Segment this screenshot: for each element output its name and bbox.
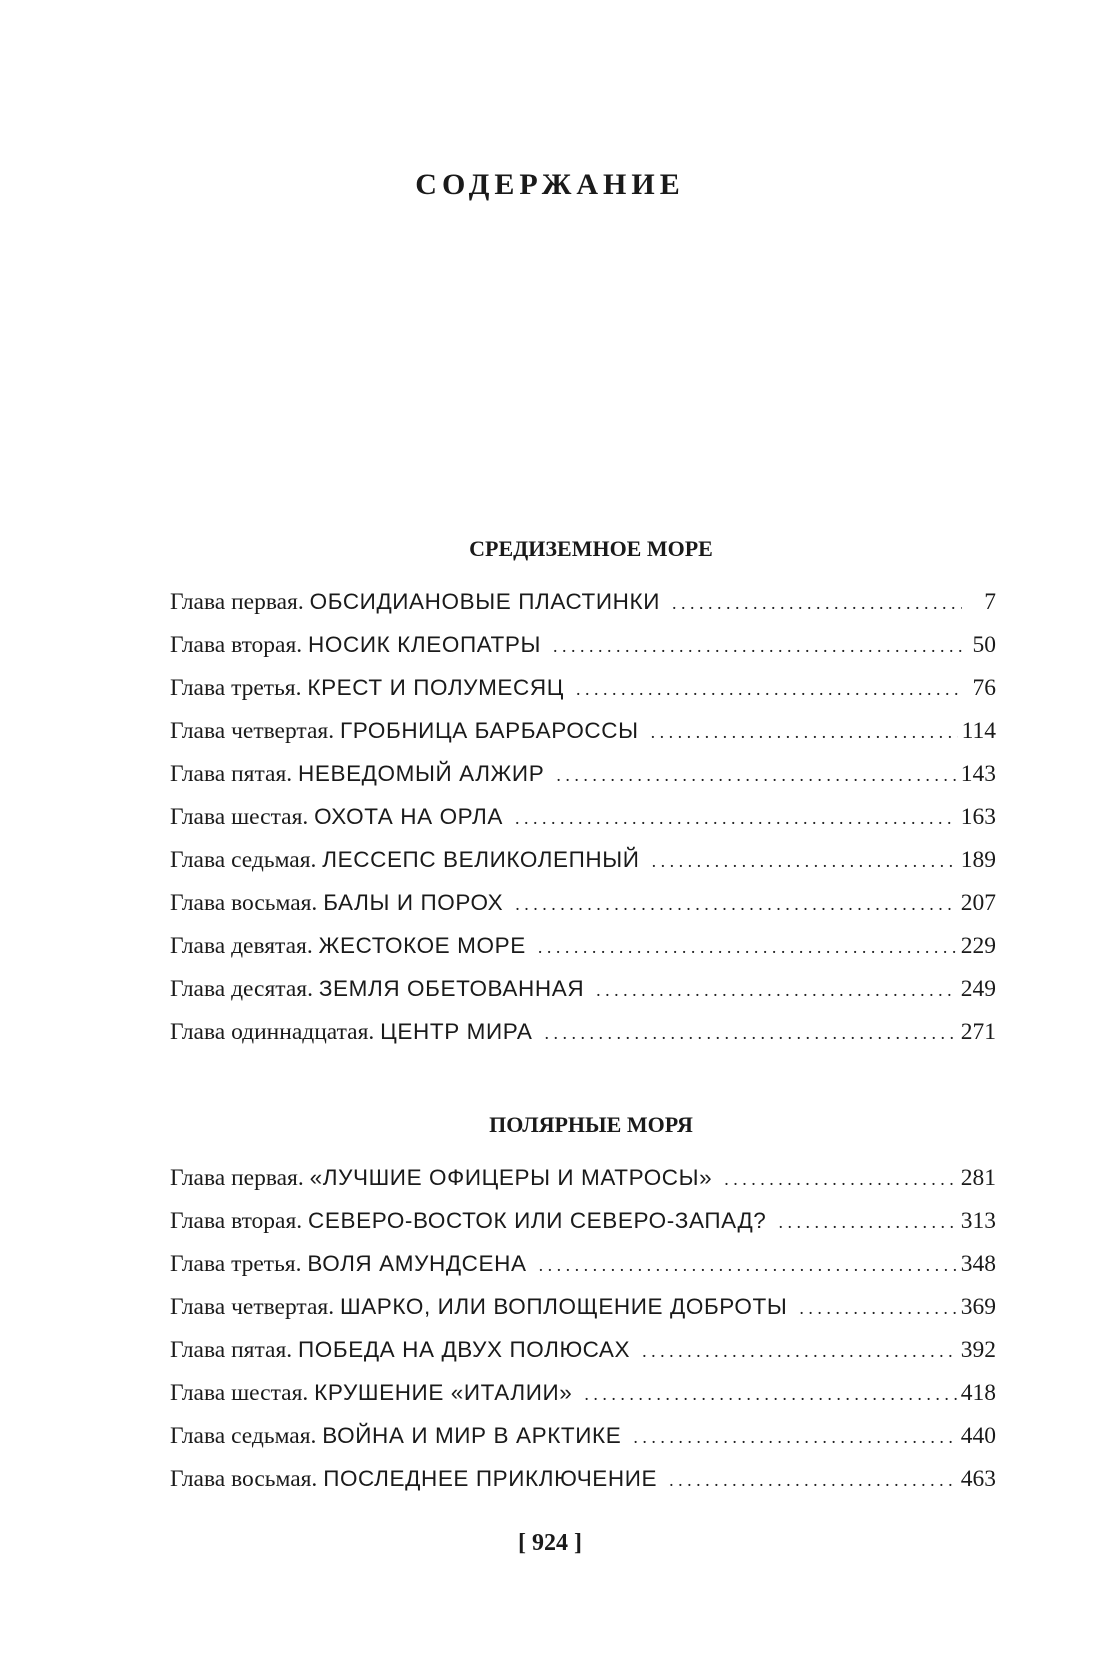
chapter-title: ОХОТА НА ОРЛА	[314, 804, 503, 829]
chapter-page-number: 281	[960, 1165, 996, 1191]
chapter-page-number: 229	[960, 933, 996, 959]
chapter-page-number: 189	[960, 847, 996, 873]
dot-leader	[596, 969, 957, 1010]
section-heading: ПОЛЯРНЫЕ МОРЯ	[489, 1112, 693, 1137]
chapter-page-number: 249	[960, 976, 996, 1002]
chapter-page-number: 76	[972, 675, 996, 701]
dot-leader	[642, 1330, 957, 1371]
toc-entry-label	[170, 1328, 630, 1371]
toc-entry-label	[170, 1371, 572, 1414]
dot-leader	[553, 625, 962, 666]
toc-list	[170, 1156, 996, 1500]
chapter-title: ЖЕСТОКОЕ МОРЕ	[318, 933, 526, 958]
chapter-title: НЕВЕДОМЫЙ АЛЖИР	[298, 761, 545, 786]
dot-leader	[652, 840, 957, 881]
chapter-number: Глава четвертая.	[170, 1294, 335, 1320]
toc-entry	[170, 1414, 996, 1457]
toc-entry	[170, 1199, 996, 1242]
chapter-title: СЕВЕРО-ВОСТОК ИЛИ СЕВЕРО-ЗАПАД?	[308, 1208, 767, 1233]
dot-leader	[556, 754, 956, 795]
section-polar	[170, 1108, 996, 1500]
chapter-number: Глава третья.	[170, 1251, 302, 1277]
chapter-title: ВОЙНА И МИР В АРКТИКЕ	[322, 1423, 622, 1448]
toc-entry-label	[170, 838, 640, 881]
toc-entry	[170, 1156, 996, 1199]
toc-entry-label	[170, 623, 541, 666]
chapter-title: ЛЕССЕПС ВЕЛИКОЛЕПНЫЙ	[322, 847, 640, 872]
toc-entry-label	[170, 1156, 712, 1199]
chapter-title: ЗЕМЛЯ ОБЕТОВАННАЯ	[318, 976, 585, 1001]
toc-entry-label	[170, 1414, 621, 1457]
chapter-title: ШАРКО, ИЛИ ВОПЛОЩЕНИЕ ДОБРОТЫ	[339, 1294, 788, 1319]
chapter-page-number: 418	[960, 1380, 996, 1406]
toc-entry	[170, 623, 996, 666]
chapter-number: Глава пятая.	[170, 761, 293, 787]
chapter-title: «ЛУЧШИЕ ОФИЦЕРЫ И МАТРОСЫ»	[309, 1165, 713, 1190]
page-number	[0, 1530, 1100, 1557]
chapter-number: Глава вторая.	[170, 1208, 303, 1234]
dot-leader	[515, 797, 957, 838]
chapter-number: Глава третья.	[170, 675, 302, 701]
section-mediterranean	[170, 532, 996, 1053]
dot-leader	[539, 1244, 957, 1285]
toc-entry	[170, 924, 996, 967]
dot-leader	[515, 883, 957, 924]
page-title: СОДЕРЖАНИЕ	[415, 168, 685, 201]
toc-entry	[170, 1285, 996, 1328]
chapter-number: Глава десятая.	[170, 976, 313, 1002]
chapter-title: КРУШЕНИЕ «ИТАЛИИ»	[314, 1380, 573, 1405]
chapter-number: Глава первая.	[170, 589, 304, 615]
toc-entry-label	[170, 967, 584, 1010]
chapter-title: ЦЕНТР МИРА	[380, 1019, 533, 1044]
toc-entry-label	[170, 1010, 533, 1053]
toc-entry	[170, 1457, 996, 1500]
toc-entry-label	[170, 795, 503, 838]
chapter-page-number: 143	[960, 761, 996, 787]
chapter-number: Глава пятая.	[170, 1337, 293, 1363]
toc-entry-label	[170, 1242, 527, 1285]
toc-entry	[170, 666, 996, 709]
dot-leader	[724, 1158, 956, 1199]
dot-leader	[633, 1416, 956, 1457]
chapter-page-number: 440	[960, 1423, 996, 1449]
chapter-page-number: 313	[960, 1208, 996, 1234]
chapter-number: Глава вторая.	[170, 632, 303, 658]
chapter-number: Глава восьмая.	[170, 890, 318, 916]
chapter-title: ВОЛЯ АМУНДСЕНА	[307, 1251, 527, 1276]
chapter-title: ПОСЛЕДНЕЕ ПРИКЛЮЧЕНИЕ	[323, 1466, 658, 1491]
toc-entry	[170, 1371, 996, 1414]
dot-leader	[669, 1459, 957, 1500]
toc-entry-label	[170, 1285, 787, 1328]
page-number-value: 924	[532, 1530, 568, 1556]
dot-leader	[538, 926, 957, 967]
toc-entry	[170, 881, 996, 924]
chapter-page-number: 7	[984, 589, 996, 615]
toc-entry	[170, 838, 996, 881]
dot-leader	[576, 668, 962, 709]
chapter-page-number: 207	[960, 890, 996, 916]
dot-leader	[778, 1201, 956, 1242]
toc-entry-label	[170, 666, 564, 709]
chapter-page-number: 369	[960, 1294, 996, 1320]
toc-entry	[170, 752, 996, 795]
toc-entry-label	[170, 580, 660, 623]
chapter-number: Глава четвертая.	[170, 718, 335, 744]
close-bracket: ]	[574, 1530, 582, 1556]
chapter-title: ОБСИДИАНОВЫЕ ПЛАСТИНКИ	[309, 589, 660, 614]
chapter-page-number: 348	[960, 1251, 996, 1277]
chapter-title: БАЛЫ И ПОРОХ	[323, 890, 504, 915]
toc-entry	[170, 1242, 996, 1285]
chapter-page-number: 271	[960, 1019, 996, 1045]
chapter-title: НОСИК КЛЕОПАТРЫ	[308, 632, 542, 657]
chapter-number: Глава одиннадцатая.	[170, 1019, 375, 1045]
dot-leader	[584, 1373, 956, 1414]
dot-leader	[799, 1287, 956, 1328]
toc-entry-label	[170, 881, 503, 924]
toc-entry	[170, 580, 996, 623]
chapter-number: Глава седьмая.	[170, 847, 317, 873]
dot-leader	[651, 711, 958, 752]
chapter-number: Глава седьмая.	[170, 1423, 317, 1449]
chapter-page-number: 392	[960, 1337, 996, 1363]
chapter-number: Глава восьмая.	[170, 1466, 318, 1492]
chapter-number: Глава девятая.	[170, 933, 313, 959]
open-bracket: [	[518, 1530, 526, 1556]
dot-leader	[545, 1012, 957, 1053]
toc-entry-label	[170, 1457, 657, 1500]
toc-entry	[170, 967, 996, 1010]
chapter-title: КРЕСТ И ПОЛУМЕСЯЦ	[307, 675, 564, 700]
toc-entry-label	[170, 709, 639, 752]
chapter-page-number: 463	[960, 1466, 996, 1492]
toc-list	[170, 580, 996, 1053]
chapter-number: Глава первая.	[170, 1165, 304, 1191]
toc-entry-label	[170, 1199, 766, 1242]
chapter-title: ПОБЕДА НА ДВУХ ПОЛЮСАХ	[298, 1337, 631, 1362]
toc-entry	[170, 1010, 996, 1053]
toc-entry-label	[170, 752, 544, 795]
toc-entry	[170, 795, 996, 838]
chapter-page-number: 114	[961, 718, 996, 744]
chapter-page-number: 163	[960, 804, 996, 830]
chapter-page-number: 50	[972, 632, 996, 658]
chapter-number: Глава шестая.	[170, 1380, 309, 1406]
chapter-title: ГРОБНИЦА БАРБАРОССЫ	[339, 718, 639, 743]
section-heading: СРЕДИЗЕМНОЕ МОРЕ	[469, 536, 713, 561]
toc-entry-label	[170, 924, 526, 967]
chapter-number: Глава шестая.	[170, 804, 309, 830]
toc-entry	[170, 709, 996, 752]
toc-entry	[170, 1328, 996, 1371]
dot-leader	[672, 582, 962, 623]
